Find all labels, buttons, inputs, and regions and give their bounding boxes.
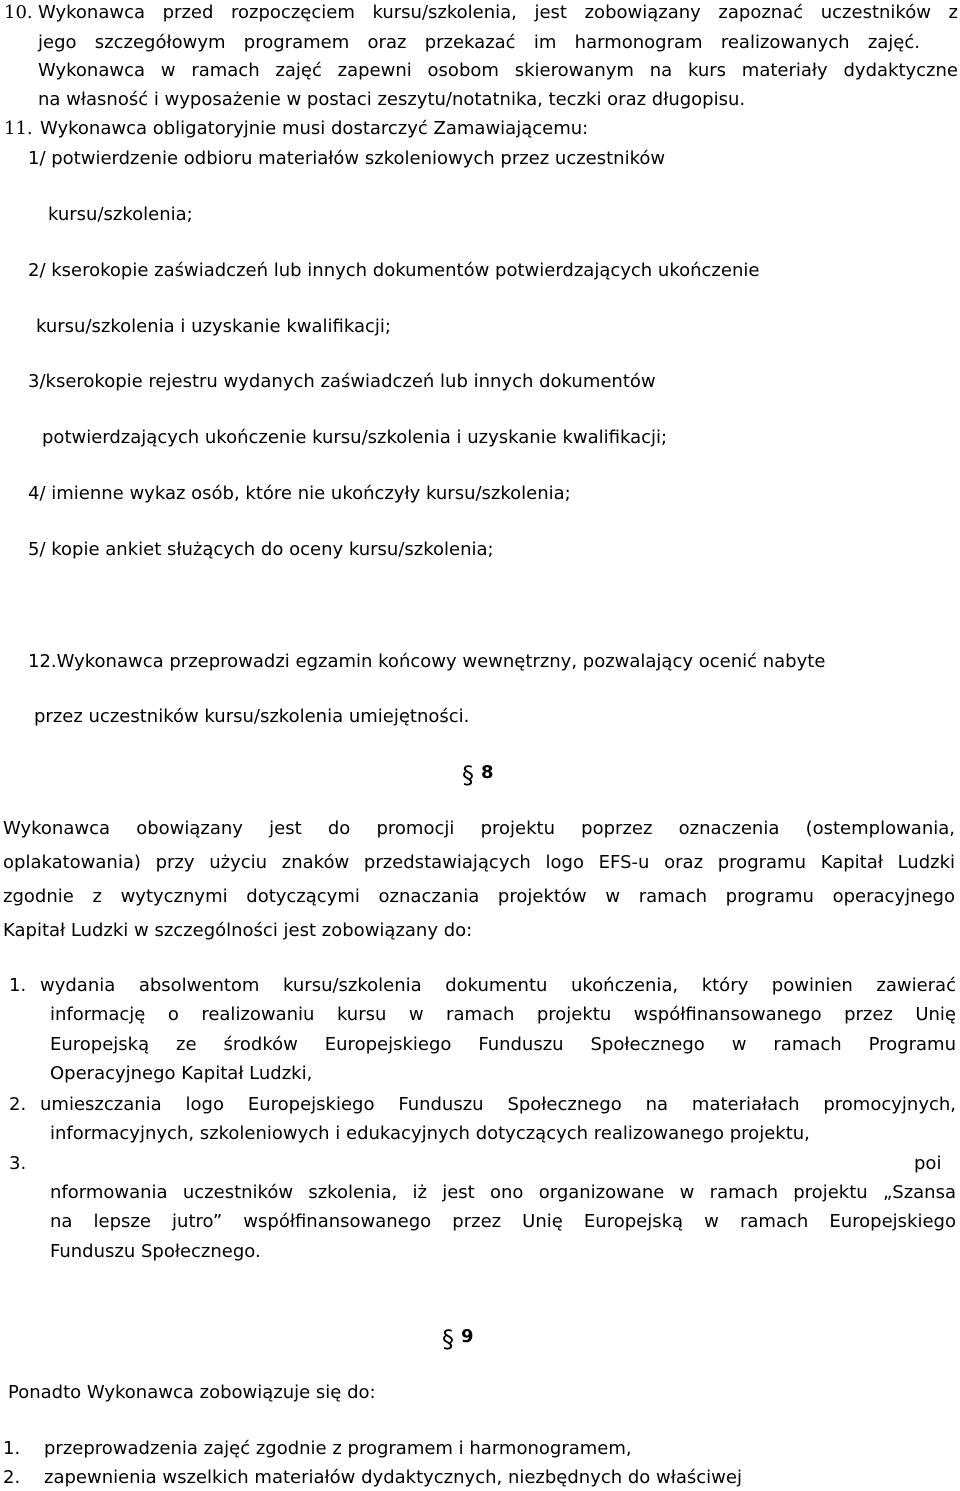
section-8-point-3-line-2: na lepsze jutro” współfinansowanego przez Unię Europejską w ramach Europejskiego — [50, 1211, 956, 1232]
section-9-point-2-number: 2. — [3, 1467, 21, 1488]
section-8-point-1-line-3: Europejską ze środków Europejskiego Funduszu Społecznego w ramach Programu — [50, 1034, 956, 1055]
item-10-line-4: na własność i wyposażenie w postaci zeszytu/notatnika, teczki oraz długopisu. — [38, 89, 746, 110]
section-8-point-1-number: 1. — [9, 975, 27, 996]
section-9-heading: 9 — [461, 1326, 474, 1347]
section-8-intro-line-4: Kapitał Ludzki w szczególności jest zobowiązany do: — [3, 920, 473, 941]
item-11-sub-5: 5/ kopie ankiet służących do oceny kursu/szkolenia; — [28, 539, 494, 560]
section-8-paragraph-sign: § — [462, 761, 474, 789]
section-9-point-1-number: 1. — [3, 1438, 21, 1459]
section-9-point-1: przeprowadzenia zajęć zgodnie z programem i harmonogramem, — [44, 1438, 632, 1459]
section-8-heading: 8 — [481, 762, 494, 783]
section-8-point-1-line-1: wydania absolwentom kursu/szkolenia dokumentu ukończenia, który powinien zawierać — [40, 975, 956, 996]
item-11-number: 11. — [4, 118, 33, 139]
section-9-point-2: zapewnienia wszelkich materiałów dydaktycznych, niezbędnych do właściwej — [44, 1467, 742, 1488]
item-10-line-1: Wykonawca przed rozpoczęciem kursu/szkolenia, jest zobowiązany zapoznać uczestników z — [38, 2, 958, 23]
item-10-line-3: Wykonawca w ramach zajęć zapewni osobom skierowanym na kurs materiały dydaktyczne — [38, 60, 958, 81]
item-11-sub-3-line-1: 3/kserokopie rejestru wydanych zaświadczeń lub innych dokumentów — [28, 371, 656, 392]
item-11-line-1: Wykonawca obligatoryjnie musi dostarczyć Zamawiającemu: — [40, 118, 589, 139]
section-8-point-3-line-tail: poi — [914, 1153, 942, 1174]
section-8-point-3-number: 3. — [9, 1153, 27, 1174]
section-8-intro-line-1: Wykonawca obowiązany jest do promocji projektu poprzez oznaczenia (ostemplowania, — [3, 818, 955, 839]
section-8-point-3-line-3: Funduszu Społecznego. — [50, 1241, 261, 1262]
item-10-line-2: jego szczegółowym programem oraz przekazać im harmonogram realizowanych zajęć. — [38, 32, 920, 53]
item-11-sub-3-line-2: potwierdzających ukończenie kursu/szkolenia i uzyskanie kwalifikacji; — [42, 427, 668, 448]
section-8-point-2-line-2: informacyjnych, szkoleniowych i edukacyjnych dotyczących realizowanego projektu, — [50, 1123, 810, 1144]
item-11-sub-1-line-1: 1/ potwierdzenie odbioru materiałów szkoleniowych przez uczestników — [28, 148, 666, 169]
section-8-point-2-number: 2. — [9, 1094, 27, 1115]
item-11-sub-2-line-1: 2/ kserokopie zaświadczeń lub innych dokumentów potwierdzających ukończenie — [28, 260, 760, 281]
item-12-line-1: 12.Wykonawca przeprowadzi egzamin końcowy wewnętrzny, pozwalający ocenić nabyte — [28, 651, 826, 672]
item-10-number: 10. — [4, 2, 33, 23]
section-8-intro-line-2: oplakatowania) przy użyciu znaków przedstawiających logo EFS-u oraz programu Kapitał Ludzki — [3, 852, 955, 873]
section-8-point-1-line-4: Operacyjnego Kapitał Ludzki, — [50, 1063, 313, 1084]
item-12-line-2: przez uczestników kursu/szkolenia umiejętności. — [34, 706, 470, 727]
section-8-intro-line-3: zgodnie z wytycznymi dotyczącymi oznaczania projektów w ramach programu operacyjnego — [3, 886, 955, 907]
section-8-point-3-line-1: nformowania uczestników szkolenia, iż jest ono organizowane w ramach projektu „Szansa — [50, 1182, 956, 1203]
item-11-sub-4: 4/ imienne wykaz osób, które nie ukończyły kursu/szkolenia; — [28, 483, 571, 504]
item-11-sub-2-line-2: kursu/szkolenia i uzyskanie kwalifikacji; — [36, 316, 391, 337]
item-11-sub-1-line-2: kursu/szkolenia; — [48, 204, 193, 225]
section-9-paragraph-sign: § — [442, 1325, 454, 1353]
section-8-point-1-line-2: informację o realizowaniu kursu w ramach projektu współfinansowanego przez Unię — [50, 1004, 956, 1025]
section-9-intro: Ponadto Wykonawca zobowiązuje się do: — [8, 1382, 376, 1403]
section-8-point-2-line-1: umieszczania logo Europejskiego Funduszu Społecznego na materiałach promocyjnych, — [40, 1094, 956, 1115]
